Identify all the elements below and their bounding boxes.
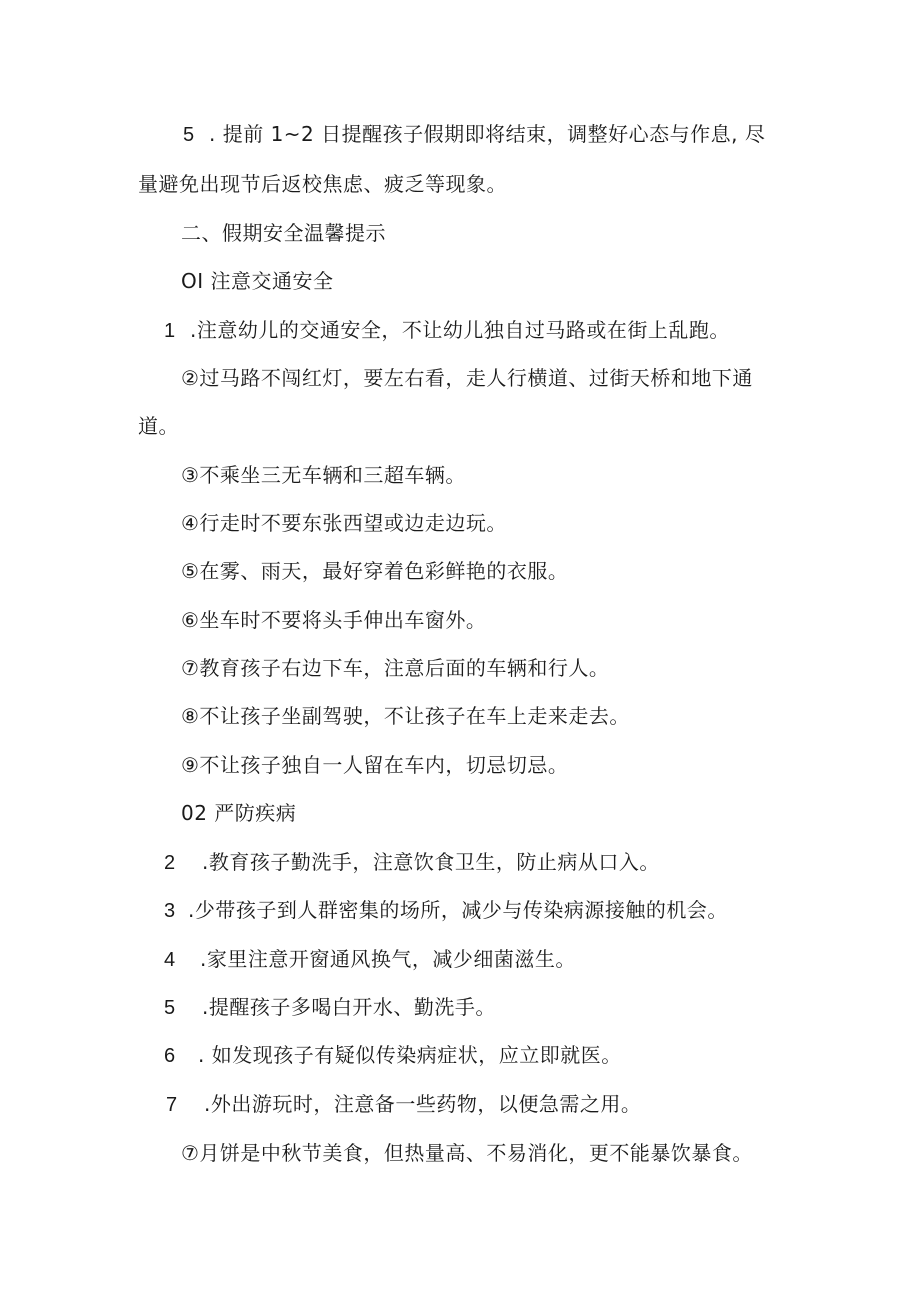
line-text: .提醒孩子多喝白开水、勤洗手。 bbox=[202, 995, 496, 1019]
line-text: ⑧不让孩子坐副驾驶，不让孩子在车上走来走去。 bbox=[181, 704, 630, 728]
line-text: .教育孩子勤洗手，注意饮食卫生，防止病从口入。 bbox=[202, 850, 660, 874]
paragraph-line bbox=[183, 120, 765, 149]
list-number: 4 bbox=[164, 949, 176, 971]
list-number: 1 bbox=[164, 320, 176, 342]
line-text: ⑤在雾、雨天，最好穿着色彩鲜艳的衣服。 bbox=[181, 559, 569, 583]
list-item bbox=[164, 316, 730, 345]
line-text: .少带孩子到人群密集的场所，减少与传染病源接触的机会。 bbox=[188, 898, 728, 922]
list-item bbox=[164, 848, 660, 877]
list-item bbox=[181, 606, 486, 634]
line-text: ⑥坐车时不要将头手伸出车窗外。 bbox=[181, 608, 487, 632]
list-number: 7 bbox=[166, 1094, 178, 1116]
list-number: 5 bbox=[164, 997, 176, 1019]
list-item bbox=[164, 993, 496, 1022]
list-item bbox=[181, 461, 466, 489]
list-number: 2 bbox=[164, 852, 176, 874]
paragraph-line bbox=[138, 412, 179, 440]
paragraph-line bbox=[138, 170, 507, 198]
list-item bbox=[181, 702, 630, 730]
list-number: 6 bbox=[164, 1045, 176, 1067]
subsection-heading bbox=[181, 799, 296, 827]
list-item bbox=[166, 1090, 641, 1119]
line-text: . 提前 1~2 日提醒孩子假期即将结束，调整好心态与作息, 尽 bbox=[209, 122, 766, 146]
line-text: 二、假期安全温馨提示 bbox=[181, 221, 386, 245]
line-text: . 如发现孩子有疑似传染病症状，应立即就医。 bbox=[198, 1043, 622, 1067]
line-text: .外出游玩时，注意备一些药物，以便急需之用。 bbox=[204, 1092, 642, 1116]
list-number: 5 bbox=[183, 124, 195, 146]
list-item bbox=[164, 1041, 622, 1070]
list-item bbox=[181, 509, 507, 537]
list-item bbox=[181, 654, 609, 682]
list-item bbox=[181, 557, 568, 585]
list-item bbox=[181, 364, 753, 392]
section-heading bbox=[181, 219, 386, 247]
line-text: OI 注意交通安全 bbox=[181, 269, 334, 293]
list-number: 3 bbox=[164, 900, 176, 922]
list-item bbox=[164, 896, 728, 925]
list-item bbox=[164, 945, 576, 974]
line-text: 道。 bbox=[138, 414, 179, 438]
list-item bbox=[181, 1139, 753, 1167]
line-text: 量避免出现节后返校焦虑、疲乏等现象。 bbox=[138, 172, 507, 196]
subsection-heading bbox=[181, 267, 334, 295]
line-text: 02 严防疾病 bbox=[181, 801, 297, 825]
line-text: ⑦月饼是中秋节美食，但热量高、不易消化，更不能暴饮暴食。 bbox=[181, 1141, 753, 1165]
line-text: ④行走时不要东张西望或边走边玩。 bbox=[181, 511, 507, 535]
list-item bbox=[181, 751, 568, 779]
line-text: ⑦教育孩子右边下车，注意后面的车辆和行人。 bbox=[181, 656, 610, 680]
line-text: .家里注意开窗通风换气，减少细菌滋生。 bbox=[200, 947, 576, 971]
line-text: ②过马路不闯红灯，要左右看，走人行横道、过街天桥和地下通 bbox=[181, 366, 753, 390]
line-text: .注意幼儿的交通安全，不让幼儿独自过马路或在街上乱跑。 bbox=[190, 318, 730, 342]
line-text: ⑨不让孩子独自一人留在车内，切忌切忌。 bbox=[181, 753, 569, 777]
line-text: ③不乘坐三无车辆和三超车辆。 bbox=[181, 463, 466, 487]
